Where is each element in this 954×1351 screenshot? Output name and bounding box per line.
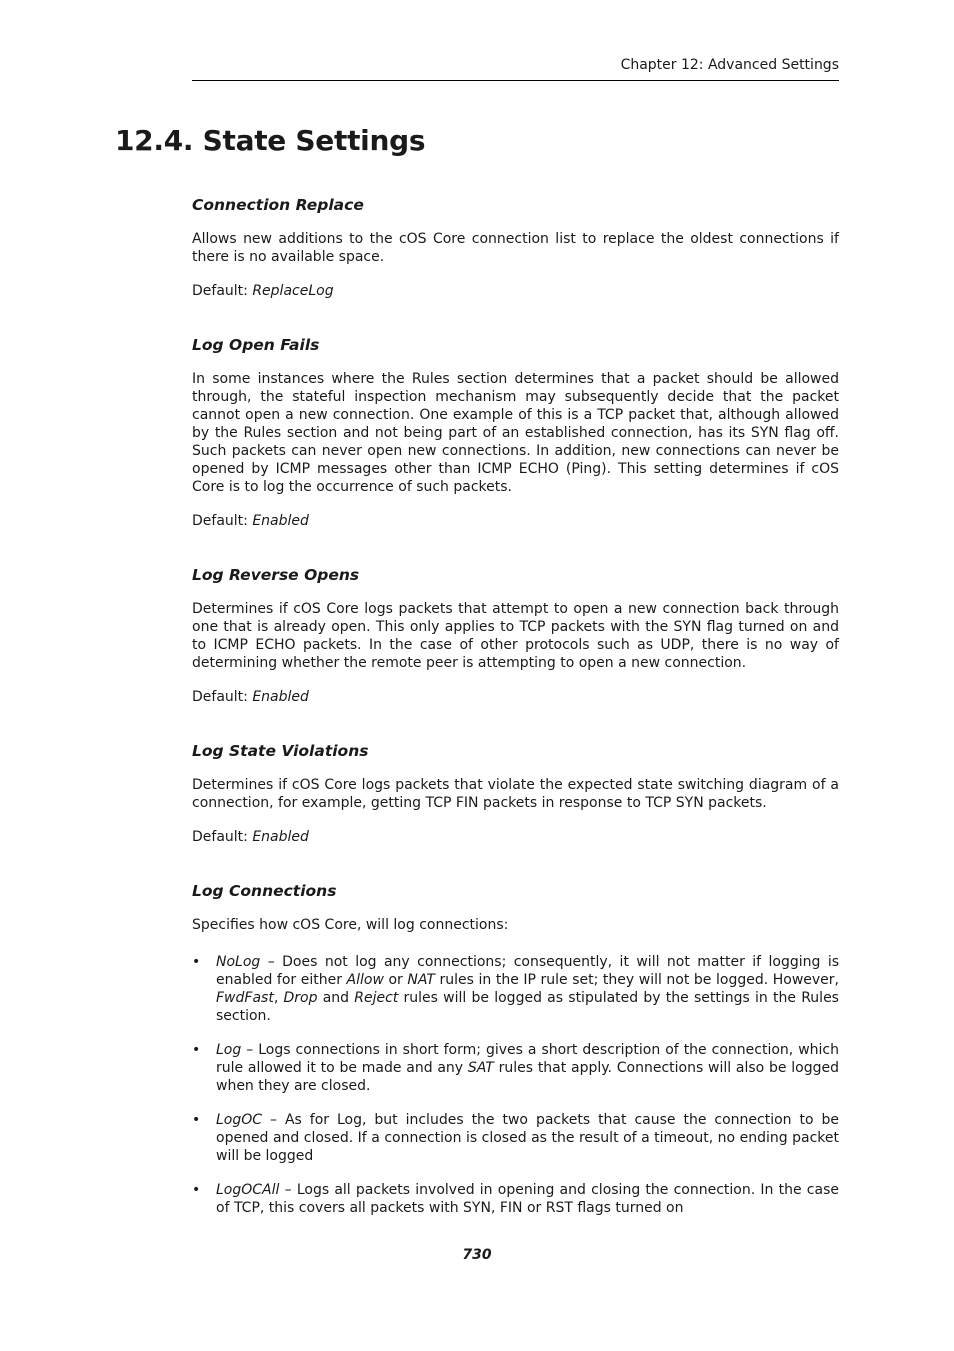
default-line bbox=[192, 688, 839, 706]
default-value: ReplaceLog bbox=[252, 283, 334, 299]
default-label: Default: bbox=[192, 513, 253, 529]
bullet-icon: • bbox=[192, 1182, 201, 1198]
option-term: FwdFast bbox=[216, 990, 274, 1006]
default-label: Default: bbox=[192, 829, 253, 845]
option-term: LogOC bbox=[216, 1112, 263, 1128]
section-log-connections bbox=[192, 880, 839, 1217]
default-line bbox=[192, 828, 839, 846]
bullet-icon: • bbox=[192, 1042, 201, 1058]
option-term: LogOCAll bbox=[216, 1182, 280, 1198]
list-text: rules in the IP rule set; they will not be logged. However, bbox=[434, 972, 839, 988]
default-value: Enabled bbox=[252, 689, 309, 705]
section-title: Log Reverse Opens bbox=[192, 566, 360, 584]
option-term: NoLog bbox=[216, 954, 261, 970]
section-body: Allows new additions to the cOS Core connection list to replace the oldest connections if there is no available space. bbox=[192, 231, 839, 265]
page-title: 12.4. State Settings bbox=[115, 124, 426, 157]
list-item bbox=[192, 1041, 839, 1095]
default-label: Default: bbox=[192, 283, 253, 299]
option-term: Allow bbox=[346, 972, 384, 988]
section-body: In some instances where the Rules section determines that a packet should be allowed through, the stateful inspection mechanism may subsequently decide that the packet cannot open a new connection. One example of this is a TCP packet that, although allowed by the Rules section and not being part of an established connection, has its SYN flag off. Such packets can never open new connections. In addition, new connections can never be opened by ICMP messages other than ICMP ECHO (Ping). This setting determines if cOS Core is to log the occurrence of such packets. bbox=[192, 371, 839, 495]
option-term: Log bbox=[216, 1042, 242, 1058]
default-line bbox=[192, 282, 839, 300]
section-body: Determines if cOS Core logs packets that attempt to open a new connection back through one that is already open. This only applies to TCP packets with the SYN flag turned on and to ICMP ECHO packets. In the case of other protocols such as UDP, there is no way of determining whether the remote peer is attempting to open a new connection. bbox=[192, 601, 839, 671]
list-text: – Does not log any connections; consequently, it will not matter if logging is enabled for either bbox=[216, 954, 839, 988]
log-connections-list bbox=[192, 953, 839, 1217]
section-title: Log Open Fails bbox=[192, 336, 320, 354]
section-log-state-violations bbox=[192, 740, 839, 846]
section-title: Connection Replace bbox=[192, 196, 364, 214]
section-log-reverse-opens bbox=[192, 564, 839, 706]
list-text: or bbox=[383, 972, 408, 988]
section-body: Determines if cOS Core logs packets that violate the expected state switching diagram of a connection, for example, getting TCP FIN packets in response to TCP SYN packets. bbox=[192, 777, 839, 811]
list-text: – Logs connections in short form; gives a short description of the connection, which rule allowed it to be made and any bbox=[216, 1042, 839, 1076]
page-header bbox=[192, 55, 839, 81]
option-term: Drop bbox=[283, 990, 318, 1006]
default-value: Enabled bbox=[252, 829, 309, 845]
option-term: NAT bbox=[407, 972, 435, 988]
list-item bbox=[192, 1111, 839, 1165]
list-item bbox=[192, 953, 839, 1025]
list-text: and bbox=[317, 990, 355, 1006]
option-term: Reject bbox=[354, 990, 399, 1006]
list-text: – As for Log, but includes the two packets that cause the connection to be opened and closed. If a connection is closed as the result of a timeout, no ending packet will be logged bbox=[216, 1112, 839, 1164]
section-log-open-fails bbox=[192, 334, 839, 530]
default-label: Default: bbox=[192, 689, 253, 705]
list-item bbox=[192, 1181, 839, 1217]
default-value: Enabled bbox=[252, 513, 309, 529]
bullet-icon: • bbox=[192, 954, 201, 970]
list-text: rules that apply. Connections will also be logged when they are closed. bbox=[216, 1060, 839, 1094]
option-term: SAT bbox=[467, 1060, 494, 1076]
page-number: 730 bbox=[462, 1247, 492, 1263]
default-line bbox=[192, 512, 839, 530]
list-text: – Logs all packets involved in opening and closing the connection. In the case of TCP, this covers all packets with SYN, FIN or RST flags turned on bbox=[216, 1182, 839, 1216]
section-title: Log State Violations bbox=[192, 742, 369, 760]
list-text: rules will be logged as stipulated by the settings in the Rules section. bbox=[216, 990, 839, 1024]
list-text: , bbox=[273, 990, 284, 1006]
bullet-icon: • bbox=[192, 1112, 201, 1128]
section-body: Specifies how cOS Core, will log connections: bbox=[192, 917, 509, 933]
main-content bbox=[192, 194, 839, 1233]
chapter-title: Chapter 12: Advanced Settings bbox=[620, 57, 839, 73]
section-connection-replace bbox=[192, 194, 839, 300]
section-title: Log Connections bbox=[192, 882, 337, 900]
